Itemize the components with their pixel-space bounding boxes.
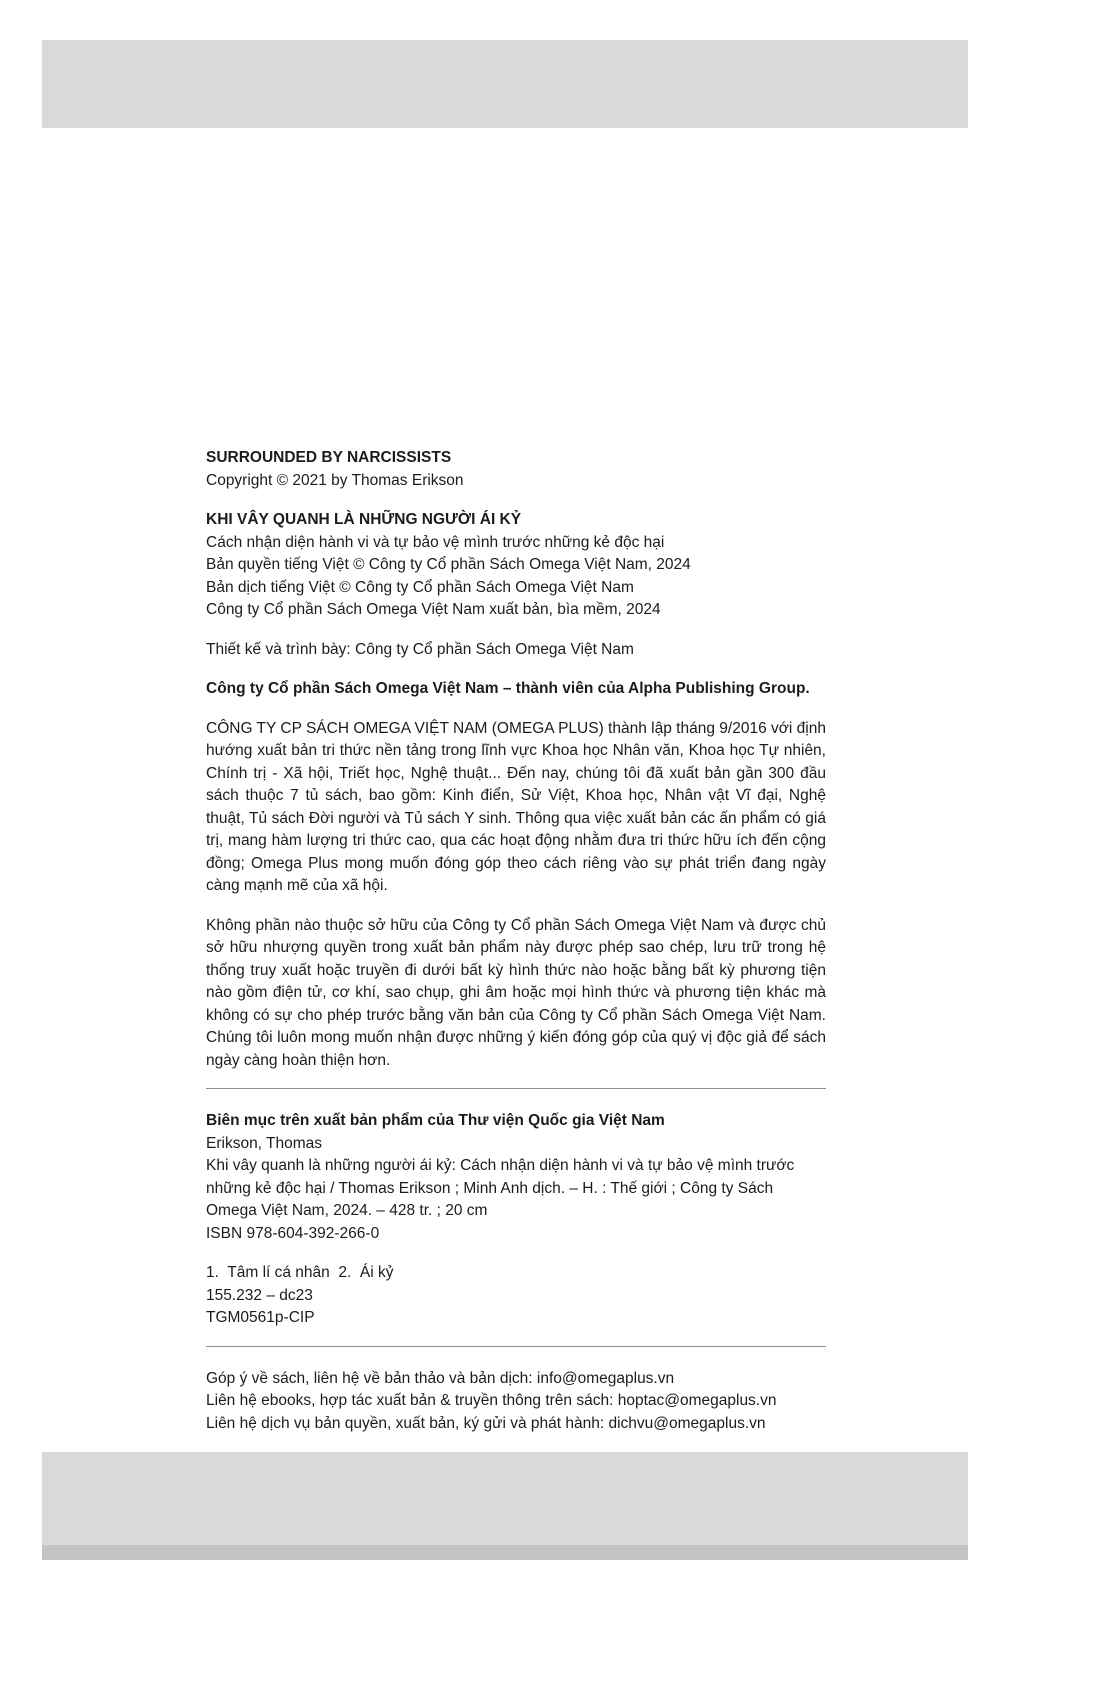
- publisher-member-line: Công ty Cổ phần Sách Omega Việt Nam – thành viên của Alpha Publishing Group.: [206, 680, 810, 697]
- cataloging-heading: Biên mục trên xuất bản phẩm của Thư viện Quốc gia Việt Nam: [206, 1112, 665, 1129]
- contact-ebooks-line: Liên hệ ebooks, hợp tác xuất bản & truyền thông trên sách: hoptac@omegaplus.vn: [206, 1392, 777, 1409]
- contact-feedback-line: Góp ý về sách, liên hệ về bản thảo và bản dịch: info@omegaplus.vn: [206, 1369, 675, 1387]
- cataloging-cip-code: TGM0561p-CIP: [206, 1309, 315, 1326]
- vietnamese-rights-line: Bản quyền tiếng Việt © Công ty Cổ phần Sách Omega Việt Nam, 2024: [206, 556, 691, 573]
- vietnamese-subtitle: Cách nhận diện hành vi và tự bảo vệ mình trước những kẻ độc hại: [206, 533, 665, 551]
- about-publisher-paragraph: CÔNG TY CP SÁCH OMEGA VIỆT NAM (OMEGA PLUS) thành lập tháng 9/2016 với định hướng xuất bản tri thức nền tảng trong lĩnh vực Khoa học Nhân văn, Khoa học Tự nhiên, Chính trị - Xã hội, Triết học, Nghệ thuật... Đến nay, chúng tôi đã xuất bản gần 300 đầu sách thuộc 7 tủ sách, bao gồm: Kinh điển, Sử Việt, Khoa học, Nhân vật Vĩ đại, Nghệ thuật, Tủ sách Đời người và Tủ sách Y sinh. Thông qua việc xuất bản các ấn phẩm có giá trị, mang hàm lượng tri thức cao, qua các hoạt động nhằm đưa tri thức hữu ích đến cộng đồng; Omega Plus mong muốn đóng góp theo cách riêng vào sự phát triển đang ngày càng mạnh mẽ của xã hội.: [206, 719, 826, 894]
- colophon-content: [206, 447, 826, 1435]
- design-credit-line: Thiết kế và trình bày: Công ty Cổ phần Sách Omega Việt Nam: [206, 640, 634, 658]
- divider-rule-top: [206, 1088, 826, 1089]
- contact-services-line: Liên hệ dịch vụ bản quyền, xuất bản, ký gửi và phát hành: dichvu@omegaplus.vn: [206, 1414, 766, 1432]
- vietnamese-edition-line: Công ty Cổ phần Sách Omega Việt Nam xuất bản, bìa mềm, 2024: [206, 601, 661, 618]
- cataloging-subjects: 1. Tâm lí cá nhân 2. Ái kỷ: [206, 1264, 394, 1281]
- top-placeholder-block: [42, 40, 968, 128]
- rights-notice-paragraph: Không phần nào thuộc sở hữu của Công ty Cổ phần Sách Omega Việt Nam và được chủ sở hữu nhượng quyền trong xuất bản phẩm này được phép sao chép, lưu trữ trong hệ thống truy xuất hoặc truyền đi dưới bất kỳ hình thức nào hoặc bằng bất kỳ phương tiện nào gồm điện tử, cơ khí, sao chụp, ghi âm hoặc mọi hình thức và phương tiện khác mà không có sự cho phép trước bằng văn bản của Công ty Cổ phần Sách Omega Việt Nam. Chúng tôi luôn mong muốn nhận được những ý kiến đóng góp của quý vị độc giả để sách ngày càng hoàn thiện hơn.: [206, 916, 826, 1069]
- cataloging-author: Erikson, Thomas: [206, 1134, 323, 1152]
- divider-rule-bottom: [206, 1346, 826, 1347]
- vietnamese-translation-line: Bản dịch tiếng Việt © Công ty Cổ phần Sách Omega Việt Nam: [206, 578, 634, 596]
- original-copyright-line: Copyright © 2021 by Thomas Erikson: [206, 471, 464, 489]
- original-title: SURROUNDED BY NARCISSISTS: [206, 449, 452, 466]
- cataloging-isbn: ISBN 978-604-392-266-0: [206, 1224, 380, 1242]
- cataloging-description: Khi vây quanh là những người ái kỷ: Cách nhận diện hành vi và tự bảo vệ mình trước những kẻ độc hại / Thomas Erikson ; Minh Anh dịch. – H. : Thế giới ; Công ty Sách Omega Việt Nam, 2024. – 428 tr. ; 20 cm: [206, 1157, 795, 1219]
- vietnamese-title: KHI VÂY QUANH LÀ NHỮNG NGƯỜI ÁI KỶ: [206, 511, 522, 528]
- bottom-footer-strip: [42, 1545, 968, 1560]
- cataloging-ddc: 155.232 – dc23: [206, 1286, 313, 1304]
- bottom-placeholder-block: [42, 1452, 968, 1545]
